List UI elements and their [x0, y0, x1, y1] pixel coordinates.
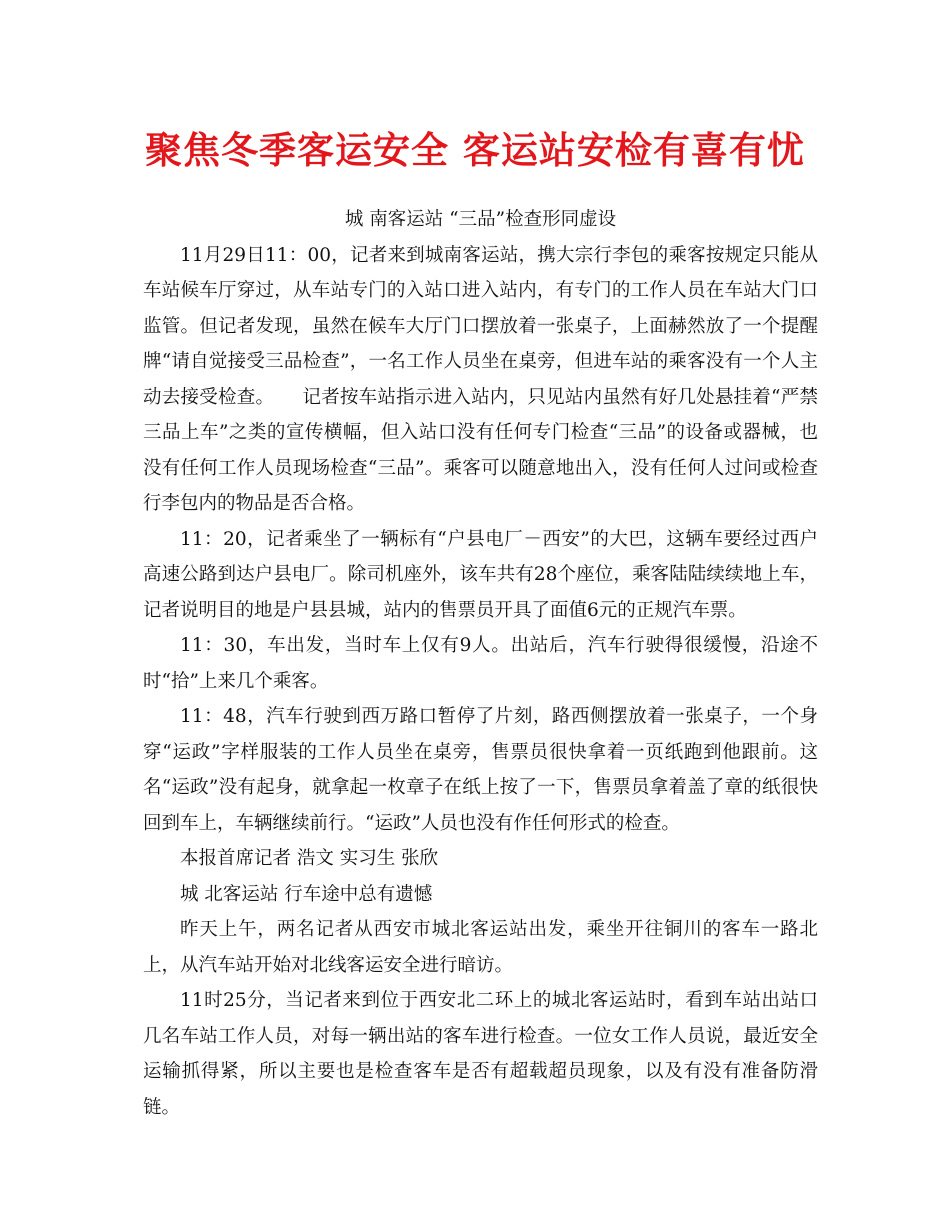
subheading-city-north: 城 北客运站 行车途中总有遗憾	[180, 883, 433, 905]
paragraph: 昨天上午，两名记者从西安市城北客运站出发，乘坐开往铜川的客车一路北上，从汽车站开始对北线客运安全进行暗访。	[143, 919, 818, 976]
paragraph: 11月29日11：00，记者来到城南客运站，携大宗行李包的乘客按规定只能从车站候车厅穿过，从车站专门的入站口进入站内，有专门的工作人员在车站大门口监管。但记者发现，虽然在候车大厅门口摆放着一张桌子，上面赫然放了一个提醒牌“请自觉接受三品检查”，一名工作人员坐在桌旁，但进车站的乘客没有一个人主动去接受检查。 记者按车站指示进入站内，只见站内虽然有好几处悬挂着“严禁三品上车”之类的宣传横幅，但入站口没有任何专门检查“三品”的设备或器械，也没有任何工作人员现场检查“三品”。乘客可以随意地出入，没有任何人过问或检查行李包内的物品是否合格。	[143, 244, 818, 514]
paragraph: 11时25分，当记者来到位于西安北二环上的城北客运站时，看到车站出站口几名车站工作人员，对每一辆出站的客车进行检查。一位女工作人员说，最近安全运输抓得紧，所以主要也是检查客车是否有超载超员现象，以及有没有准备防滑链。	[143, 990, 818, 1118]
paragraph: 11：48，汽车行驶到西万路口暂停了片刻，路西侧摆放着一张桌子，一个身穿“运政”字样服装的工作人员坐在桌旁，售票员很快拿着一页纸跑到他跟前。这名“运政”没有起身，就拿起一枚章子在纸上按了一下，售票员拿着盖了章的纸很快回到车上，车辆继续前行。“运政”人员也没有作任何形式的检查。	[143, 706, 818, 834]
paragraph: 11：20，记者乘坐了一辆标有“户县电厂－西安”的大巴，这辆车要经过西户高速公路到达户县电厂。除司机座外，该车共有28个座位，乘客陆陆续续地上车，记者说明目的地是户县县城，站内的售票员开具了面值6元的正规汽车票。	[143, 528, 818, 621]
article-title: 聚焦冬季客运安全 客运站安检有喜有忧	[145, 129, 805, 172]
subheading-city-south: 城 南客运站 “三品”检查形同虚设	[344, 209, 617, 230]
paragraph: 11：30，车出发，当时车上仅有9人。出站后，汽车行驶得很缓慢，沿途不时“拾”上来几个乘客。	[143, 635, 818, 692]
byline: 本报首席记者 浩文 实习生 张欣	[180, 848, 439, 869]
article-body	[143, 202, 818, 1125]
